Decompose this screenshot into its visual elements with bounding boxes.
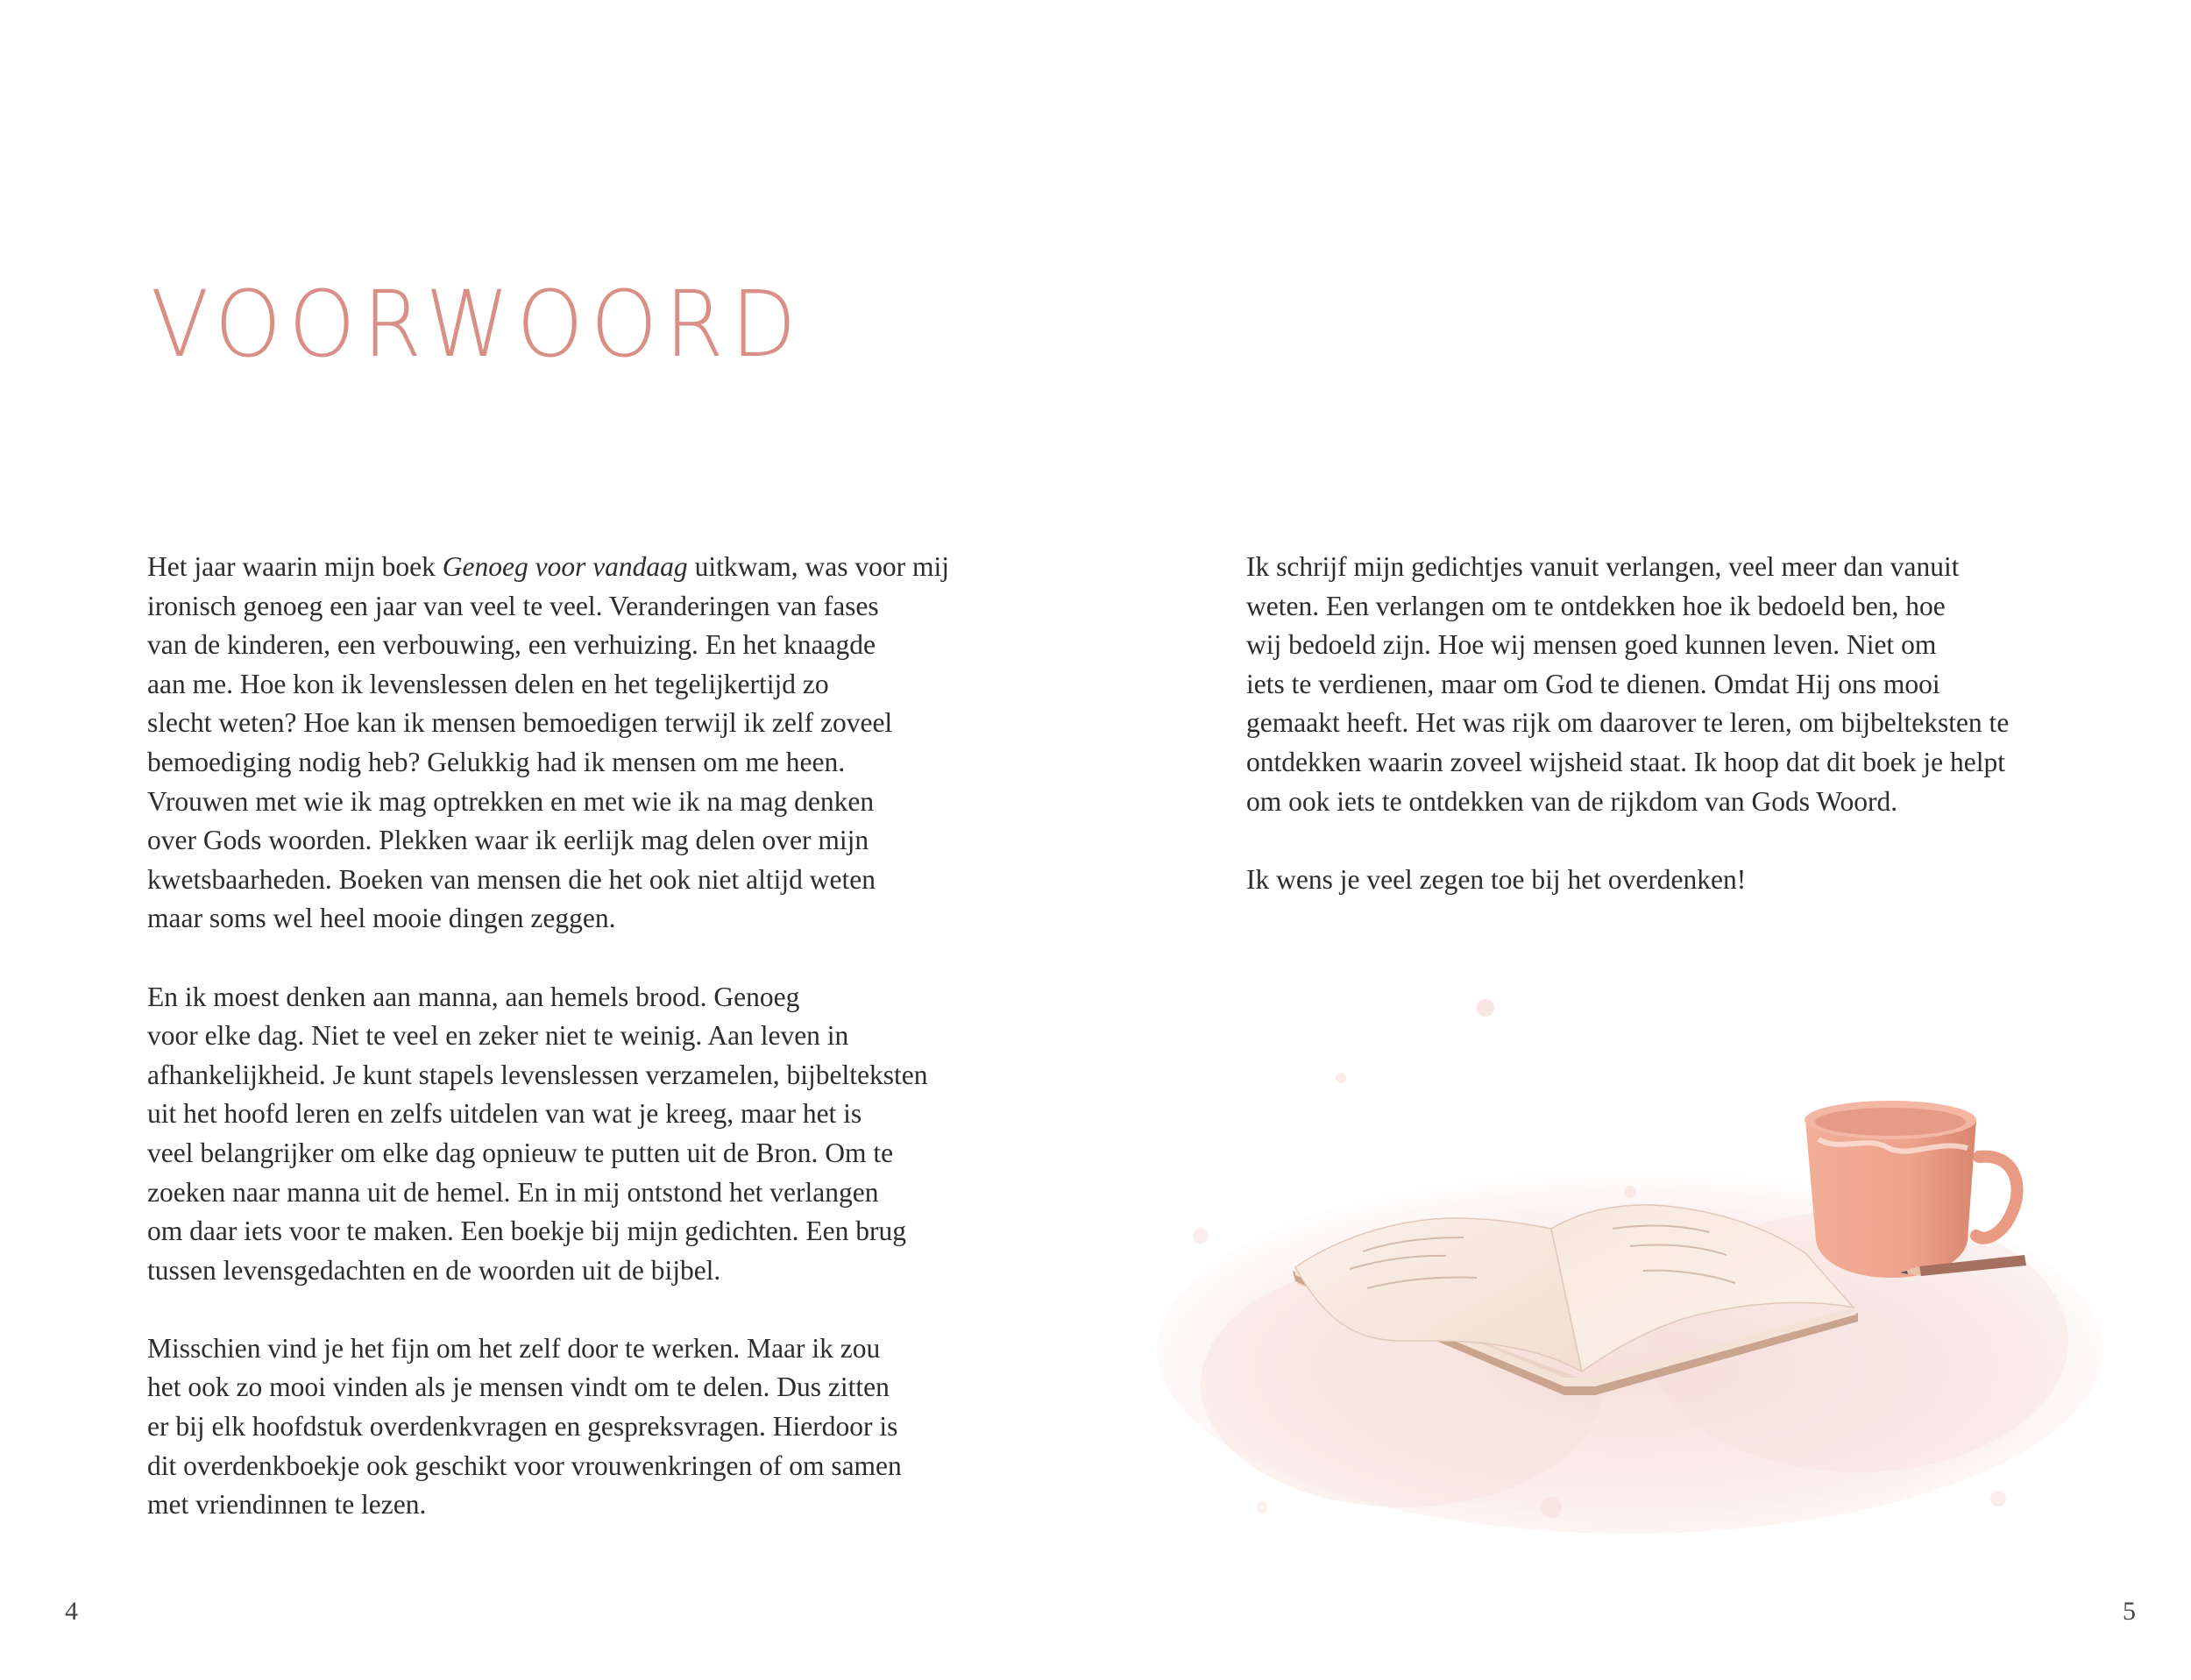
text-line: Misschien vind je het fijn om het zelf door te werken. Maar ik zou <box>147 1332 881 1364</box>
text-line: ironisch genoeg een jaar van veel te veel. Veranderingen van fases <box>147 590 879 621</box>
text-line: zoeken naar manna uit de hemel. En in mij ontstond het verlangen <box>147 1176 879 1208</box>
text-line: over Gods woorden. Plekken waar ik eerlijk mag delen over mijn <box>147 825 869 856</box>
text-line: van de kinderen, een verbouwing, een verhuizing. En het knaagde <box>147 629 876 661</box>
paragraph <box>147 978 989 1291</box>
text-line: ontdekken waarin zoveel wijsheid staat. Ik hoop dat dit boek je helpt <box>1246 746 2006 777</box>
text-line: slecht weten? Hoe kan ik mensen bemoedigen terwijl ik zelf zoveel <box>147 707 893 739</box>
text-line: het ook zo mooi vinden als je mensen vindt om te delen. Dus zitten <box>147 1372 890 1403</box>
text-line: kwetsbaarheden. Boeken van mensen die het ook niet altijd weten <box>147 863 876 895</box>
page-number-left: 4 <box>65 1597 78 1626</box>
text-line: wij bedoeld zijn. Hoe wij mensen goed kunnen leven. Niet om <box>1246 629 1937 661</box>
text-segment: Het jaar waarin mijn boek <box>147 551 443 582</box>
text-line <box>147 548 989 587</box>
text-line: gemaakt heeft. Het was rijk om daarover te leren, om bijbelteksten te <box>1246 707 2010 739</box>
text-segment: uitkwam, was voor mij <box>687 551 950 582</box>
text-line: Ik wens je veel zegen toe bij het overdenken! <box>1246 863 1747 895</box>
paragraph <box>1246 861 2088 900</box>
text-line: En ik moest denken aan manna, aan hemels brood. Genoeg <box>147 981 800 1012</box>
text-line: iets te verdienen, maar om God te dienen. Omdat Hij ons mooi <box>1246 668 1940 699</box>
text-line: bemoediging nodig heb? Gelukkig had ik mensen om me heen. <box>147 746 846 777</box>
book-title-italic: Genoeg voor vandaag <box>442 551 688 582</box>
left-text-column <box>147 548 989 1563</box>
text-line: Ik schrijf mijn gedichtjes vanuit verlangen, veel meer dan vanuit <box>1246 551 1960 582</box>
text-line: veel belangrijker om elke dag opnieuw te putten uit de Bron. Om te <box>147 1137 894 1168</box>
text-line: afhankelijkheid. Je kunt stapels levenslessen verzamelen, bijbelteksten <box>147 1059 928 1090</box>
paragraph <box>147 1329 989 1525</box>
paragraph <box>147 548 989 939</box>
text-line: dit overdenkboekje ook geschikt voor vrouwenkringen of om samen <box>147 1450 902 1481</box>
text-line: weten. Een verlangen om te ontdekken hoe ik bedoeld ben, hoe <box>1246 590 1946 621</box>
text-line: om ook iets te ontdekken van de rijkdom van Gods Woord. <box>1246 785 1898 817</box>
text-line: met vriendinnen te lezen. <box>147 1489 427 1521</box>
page-title: VOORWOORD <box>151 271 804 378</box>
paragraph <box>1246 548 2088 821</box>
text-line: er bij elk hoofdstuk overdenkvragen en gespreksvragen. Hierdoor is <box>147 1411 898 1443</box>
text-line: voor elke dag. Niet te veel en zeker niet te weinig. Aan leven in <box>147 1020 849 1052</box>
text-line: uit het hoofd leren en zelfs uitdelen van wat je kreeg, maar het is <box>147 1098 862 1130</box>
text-line: om daar iets voor te maken. Een boekje bij mijn gedichten. Een brug <box>147 1216 906 1247</box>
text-line: maar soms wel heel mooie dingen zeggen. <box>147 903 616 934</box>
text-line: Vrouwen met wie ik mag optrekken en met wie ik na mag denken <box>147 785 875 817</box>
right-text-column <box>1246 548 2088 939</box>
open-book-and-cup-illustration <box>1139 973 2121 1551</box>
text-line: aan me. Hoe kon ik levenslessen delen en het tegelijkertijd zo <box>147 668 829 699</box>
text-line: tussen levensgedachten en de woorden uit de bijbel. <box>147 1254 721 1286</box>
page-number-right: 5 <box>2123 1597 2136 1626</box>
